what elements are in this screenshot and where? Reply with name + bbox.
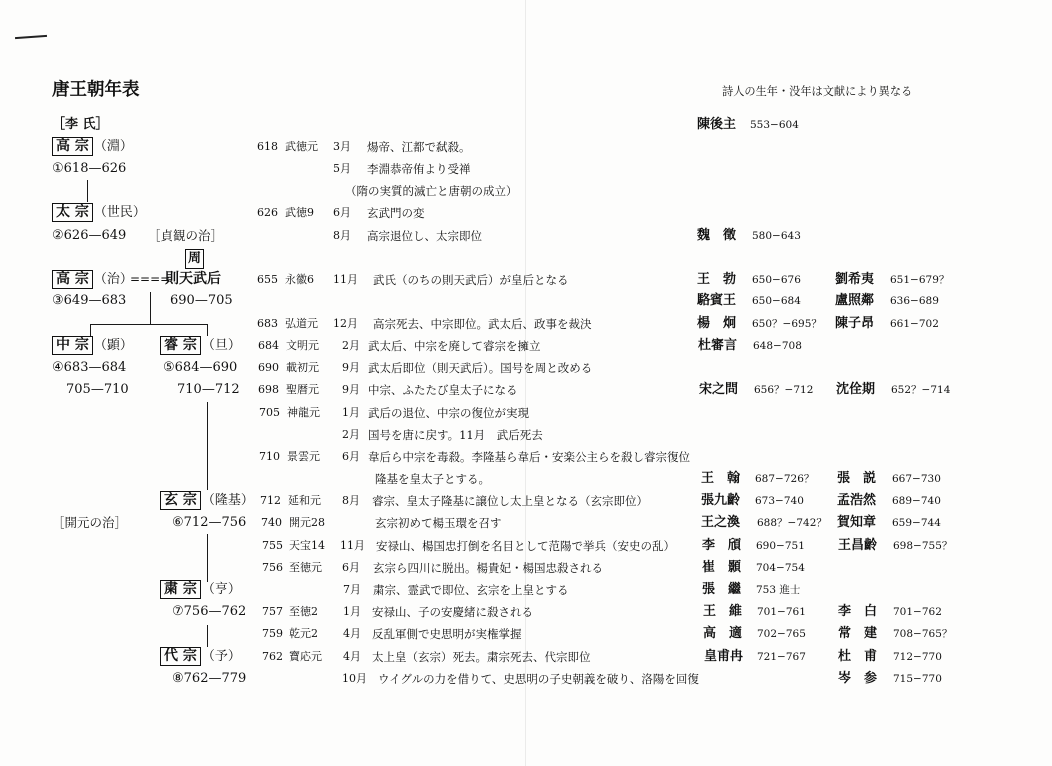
event-month: 11月	[340, 539, 365, 552]
event-text: 中宗、ふたたび皇太子になる	[368, 383, 518, 397]
event-era: 至徳元	[289, 561, 322, 574]
poet-dates: 690−751	[756, 540, 805, 552]
poet-name: 李 白	[838, 604, 878, 619]
poet-dates: 712−770	[893, 651, 942, 663]
poet-name: 高 適	[703, 626, 743, 641]
reign-years: ⑥712—756	[172, 515, 247, 530]
event-era: 延和元	[288, 494, 321, 507]
event-text: 隆基を皇太子とする。	[375, 472, 490, 486]
poet-name: 杜審言	[698, 338, 738, 353]
poet-dates: 661−702	[890, 318, 939, 330]
poet-dates: 636−689	[890, 295, 939, 307]
clan-label: ［李 氏］	[52, 117, 109, 132]
poet-name: 皇甫冉	[704, 649, 744, 664]
event-month: 3月	[333, 140, 351, 153]
event-year: 710	[259, 450, 280, 463]
lineage-line	[87, 180, 88, 202]
event-era: 載初元	[286, 361, 319, 374]
event-era: 神龍元	[287, 406, 320, 419]
event-month: 8月	[333, 229, 351, 242]
page-title: 唐王朝年表	[52, 80, 140, 100]
scan-mark	[15, 35, 47, 39]
poet-dates: 689−740	[892, 495, 941, 507]
event-text: （隋の実質的滅亡と唐朝の成立）	[345, 184, 518, 198]
poet-dates: 708−765？	[893, 628, 953, 640]
reign-years-second: 710—712	[177, 382, 240, 397]
poet-dates: 650−676	[752, 274, 801, 286]
poet-name: 王 翰	[701, 471, 741, 486]
event-era: 永徽6	[285, 273, 314, 286]
event-era: 寶応元	[289, 650, 322, 663]
reign-years: ②626—649	[52, 228, 127, 243]
poet-dates: 704−754	[756, 562, 805, 574]
event-text: 安禄山、子の安慶緒に殺される	[372, 605, 533, 619]
emperor-zhongzong	[52, 336, 133, 355]
emperor-personal-name: （亨）	[201, 581, 241, 597]
event-year: 626	[257, 206, 278, 219]
emperor-xuanzong	[160, 491, 254, 510]
event-year: 690	[258, 361, 279, 374]
lineage-line	[207, 324, 208, 336]
event-text: 太上皇（玄宗）死去。粛宗死去、代宗即位	[372, 650, 591, 664]
poet-dates: 651−679？	[890, 274, 950, 286]
poet-dates: 688？−742？	[757, 517, 827, 529]
event-month: 8月	[342, 494, 360, 507]
reign-years: ④683—684	[52, 360, 127, 375]
event-year: 683	[257, 317, 278, 330]
event-text: 玄武門の変	[367, 206, 425, 220]
event-text: 国号を唐に戻す。11月 武后死去	[368, 428, 543, 442]
poet-name: 常 建	[838, 626, 878, 641]
poet-dates: 753 進士	[756, 584, 801, 596]
event-month: 9月	[342, 383, 360, 396]
event-era: 天宝14	[289, 539, 325, 552]
empress-reign-years: 690—705	[170, 293, 233, 308]
event-text: 武太后即位（則天武后）。国号を周と改める	[368, 361, 593, 375]
poet-name: 劉希夷	[835, 272, 875, 287]
lineage-line	[150, 292, 151, 324]
emperor-personal-name: （顕）	[93, 337, 133, 353]
emperor-suzong	[160, 580, 241, 599]
event-text: 煬帝、江都で弑殺。	[367, 140, 471, 154]
reign-years: ⑦756—762	[172, 604, 247, 619]
poet-dates: 650？−695？	[752, 318, 822, 330]
poet-name: 崔 顥	[702, 560, 742, 575]
event-text: 粛宗、霊武で即位、玄宗を上皇とする	[373, 583, 569, 597]
event-era: 武徳9	[285, 206, 314, 219]
poet-dates: 650−684	[752, 295, 801, 307]
emperor-name-box: 粛 宗	[160, 580, 201, 599]
poet-name: 楊 炯	[697, 316, 737, 331]
event-era: 弘道元	[285, 317, 318, 330]
poet-name: 宋之問	[699, 382, 739, 397]
poet-name: 張 繼	[702, 582, 742, 597]
event-year: 705	[259, 406, 280, 419]
event-text: 韋后ら中宗を毒殺。李隆基ら韋后・安楽公主らを殺し睿宗復位	[368, 450, 690, 464]
poet-dates: 656？−712	[754, 384, 814, 396]
marriage-link: ====	[130, 272, 171, 286]
event-month: 9月	[342, 361, 360, 374]
poet-name: 駱賓王	[697, 293, 737, 308]
lineage-line	[207, 402, 208, 490]
event-month: 6月	[342, 450, 360, 463]
event-year: 684	[258, 339, 279, 352]
event-era: 聖暦元	[286, 383, 319, 396]
poet-dates: 698−755？	[893, 540, 953, 552]
poet-dates: 648−708	[753, 340, 802, 352]
event-year: 698	[258, 383, 279, 396]
poet-name: 王 勃	[697, 272, 737, 287]
poet-dates: 702−765	[757, 628, 806, 640]
reign-years: ①618—626	[52, 161, 127, 176]
poet-name: 陳子昂	[835, 316, 875, 331]
event-year: 759	[262, 627, 283, 640]
event-era: 開元28	[289, 516, 325, 529]
poet-dates: 721−767	[757, 651, 806, 663]
event-month: 4月	[343, 627, 361, 640]
poet-dates: 652？−714	[891, 384, 951, 396]
event-era: 乾元2	[289, 627, 318, 640]
emperor-name-box: 太 宗	[52, 203, 93, 222]
event-text: 安禄山、楊国忠打倒を名目として范陽で挙兵（安史の乱）	[376, 539, 675, 553]
event-year: 762	[262, 650, 283, 663]
poet-name: 孟浩然	[837, 493, 877, 508]
reign-years-second: 705—710	[66, 382, 129, 397]
event-text: 高宗死去、中宗即位。武太后、政事を裁決	[373, 317, 592, 331]
emperor-daizong	[160, 647, 241, 666]
event-month: 10月	[342, 672, 367, 685]
poet-name: 魏 徵	[697, 228, 737, 243]
poet-dates: 701−762	[893, 606, 942, 618]
poet-name: 李 頎	[702, 538, 742, 553]
poet-name: 張九齡	[701, 493, 741, 508]
event-month: 6月	[342, 561, 360, 574]
lineage-line	[207, 625, 208, 647]
zhou-dynasty-box: 周	[185, 249, 204, 269]
poet-name: 岑 参	[838, 671, 878, 686]
kaiyuan-era-label: ［開元の治］	[52, 515, 128, 530]
event-text: ウイグルの力を借りて、史思明の子史朝義を破り、洛陽を回復	[378, 672, 699, 686]
event-text: 反乱軍側で史思明が実権掌握	[372, 627, 522, 641]
emperor-name-box: 睿 宗	[160, 336, 201, 355]
event-year: 756	[262, 561, 283, 574]
event-text: 李淵恭帝侑より受禅	[367, 162, 471, 176]
emperor-personal-name: （治）	[93, 271, 133, 287]
poet-dates: 659−744	[892, 517, 941, 529]
emperor-personal-name: （旦）	[201, 337, 241, 353]
emperor-personal-name: （世民）	[93, 204, 146, 220]
event-text: 玄宗初めて楊玉環を召す	[375, 516, 502, 530]
event-year: 755	[262, 539, 283, 552]
event-text: 武太后、中宗を廃して睿宗を擁立	[368, 339, 541, 353]
poet-dates: 553−604	[750, 119, 799, 131]
poet-dates: 701−761	[757, 606, 806, 618]
poet-name: 張 説	[837, 471, 877, 486]
emperor-gaozong	[52, 270, 133, 289]
poet-dates: 580−643	[752, 230, 801, 242]
emperor-taizong	[52, 203, 146, 222]
event-era: 至徳2	[289, 605, 318, 618]
poet-dates-note: 詩人の生年・没年は文献により異なる	[722, 85, 913, 98]
poet-name: 盧照鄰	[835, 293, 875, 308]
event-year: 618	[257, 140, 278, 153]
emperor-name-box: 高 宗	[52, 137, 93, 156]
emperor-name-box: 中 宗	[52, 336, 93, 355]
zhenguan-era-label: ［貞観の治］	[148, 228, 224, 243]
emperor-name-box: 玄 宗	[160, 491, 201, 510]
event-year: 757	[262, 605, 283, 618]
emperor-ruizong	[160, 336, 241, 355]
poet-dates: 687−726？	[755, 473, 815, 485]
event-era: 文明元	[286, 339, 319, 352]
emperor-personal-name: （隆基）	[201, 492, 254, 508]
emperor-gaozu	[52, 137, 133, 156]
event-era: 景雲元	[287, 450, 320, 463]
empress-wu: 則天武后	[165, 271, 221, 287]
event-text: 武氏（のちの則天武后）が皇后となる	[373, 273, 569, 287]
poet-name: 賀知章	[837, 515, 877, 530]
emperor-personal-name: （予）	[201, 648, 241, 664]
event-text: 武后の退位、中宗の復位が実現	[368, 406, 529, 420]
lineage-branch	[90, 324, 208, 325]
event-month: 1月	[343, 605, 361, 618]
poet-name: 王昌齡	[838, 538, 878, 553]
event-text: 睿宗、皇太子隆基に譲位し太上皇となる（玄宗即位）	[372, 494, 648, 508]
event-era: 武徳元	[285, 140, 318, 153]
poet-name: 沈佺期	[836, 382, 876, 397]
poet-name: 王之渙	[701, 515, 741, 530]
emperor-name-box: 代 宗	[160, 647, 201, 666]
poet-dates: 667−730	[892, 473, 941, 485]
event-month: 5月	[333, 162, 351, 175]
event-text: 高宗退位し、太宗即位	[367, 229, 482, 243]
event-year: 712	[260, 494, 281, 507]
poet-name: 杜 甫	[838, 649, 878, 664]
lineage-line	[90, 324, 91, 336]
event-month: 1月	[342, 406, 360, 419]
event-month: 12月	[333, 317, 358, 330]
event-year: 740	[261, 516, 282, 529]
event-month: 2月	[342, 339, 360, 352]
event-month: 11月	[333, 273, 358, 286]
emperor-personal-name: （淵）	[93, 138, 133, 154]
event-month: 2月	[342, 428, 360, 441]
reign-years: ⑧762—779	[172, 671, 247, 686]
poet-name: 陳後主	[697, 117, 737, 132]
reign-years: ③649—683	[52, 293, 127, 308]
event-text: 玄宗ら四川に脱出。楊貴妃・楊国忠殺される	[373, 561, 603, 575]
event-month: 7月	[343, 583, 361, 596]
lineage-line	[207, 534, 208, 582]
event-year: 655	[257, 273, 278, 286]
emperor-name-box: 高 宗	[52, 270, 93, 289]
poet-dates: 715−770	[893, 673, 942, 685]
event-month: 6月	[333, 206, 351, 219]
poet-dates: 673−740	[755, 495, 804, 507]
event-month: 4月	[343, 650, 361, 663]
poet-name: 王 維	[703, 604, 743, 619]
reign-years: ⑤684—690	[163, 360, 238, 375]
